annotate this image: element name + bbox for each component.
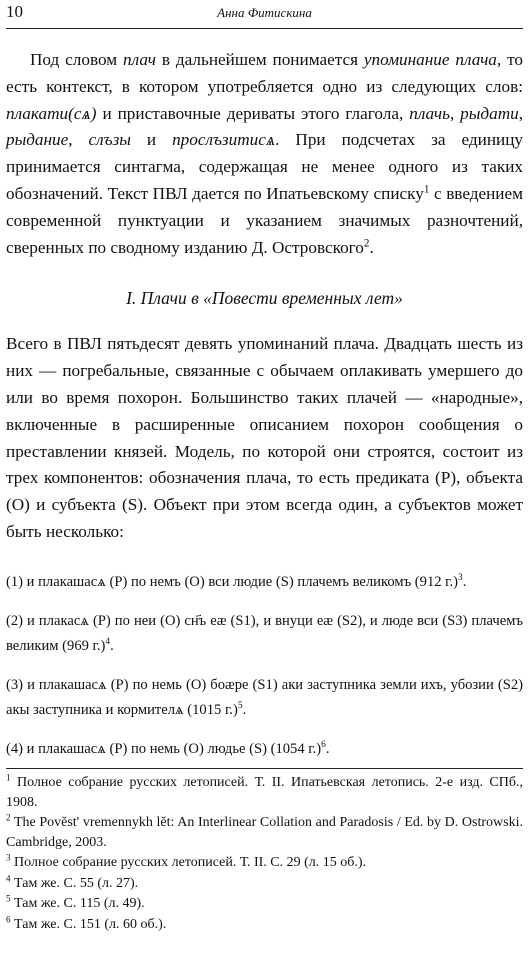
footnote-ref: 2: [363, 236, 370, 249]
text-run: Под словом: [30, 50, 124, 69]
footnote-ref: 6: [321, 739, 326, 750]
footnote-text: Там же. С. 115 (л. 49).: [14, 896, 145, 911]
footnote: [6, 773, 523, 812]
example-text: (2) и плакасѧ (P) по неи (O) сн҃ъ еæ (S1), и внуци еæ (S2), и люде вси (S3) плачемъ великим (969 г.): [6, 612, 523, 654]
footnote: [6, 894, 523, 914]
text-run: ,: [68, 130, 89, 150]
example-item: (3) и плакашасѧ (P) по немь (O) боæре (S1) аки заступника земли ихъ, убозии (S2) акы заступника и кормителѧ (1015 г.)$^5$.: [6, 676, 523, 718]
text-run: . При подсчетах за единицу принимается синтагма, содержащая не менее одного из таких обозначений. Текст ПВЛ дается по Ипатьевскому списку: [6, 130, 524, 203]
italic-term: плач: [123, 50, 156, 69]
text-run: и: [130, 130, 173, 150]
italic-term: слъзы: [88, 130, 131, 150]
text-run: в дальнейшем понимается: [155, 50, 364, 69]
example-item: (2) и плакасѧ (P) по неи (O) сн҃ъ еæ (S1), и внуци еæ (S2), и люде вси (S3) плачемъ великим (969 г.)$^4$.: [6, 612, 523, 654]
footnote: [6, 874, 523, 894]
footnote-number: 5: [6, 893, 11, 904]
italic-term: плакати(сѧ): [6, 103, 97, 123]
footnote-ref: 5: [237, 700, 243, 711]
text-run: , то есть контекст, в котором употребляется одно из следующих слов:: [6, 50, 523, 96]
footnotes-section: [6, 768, 523, 935]
footnote: [6, 853, 523, 873]
example-text: (1) и плакашасѧ (P) по немъ (O) вси людие (S) плачемъ великомъ (912 г.): [6, 573, 459, 590]
footnote: [6, 915, 523, 935]
italic-term: рыдание: [6, 130, 69, 150]
italic-term: прослъзитисѧ: [172, 130, 276, 150]
italic-term: рыдати: [460, 103, 519, 123]
example-item: (4) и плакашасѧ (P) по немь (O) людье (S) (1054 г.)$^6$.: [6, 739, 330, 757]
text-run: ,: [518, 103, 523, 123]
text-run: .: [369, 237, 374, 257]
footnote-number: 4: [6, 872, 11, 883]
footnote-number: 1: [6, 772, 11, 783]
examples-list: [6, 570, 523, 762]
section-heading: I. Плачи в «Повести временных лет»: [126, 288, 403, 309]
example-text: (4) и плакашасѧ (P) по немь (O) людье (S) (1054 г.): [6, 740, 322, 757]
footnote-number: 3: [6, 852, 11, 863]
italic-term: плачь: [409, 103, 450, 123]
footnote-number: 6: [6, 913, 11, 924]
text-run: и приставочные дериваты этого глагола,: [96, 103, 410, 123]
footnote-text: Там же. С. 151 (л. 60 об.).: [14, 916, 167, 932]
footnote: [6, 813, 523, 852]
footnote-text: Полное собрание русских летописей. Т. II. С. 29 (л. 15 об.).: [14, 855, 367, 870]
footnote-ref: 1: [423, 183, 430, 196]
italic-term: упоминание плача: [363, 50, 497, 69]
example-text: (3) и плакашасѧ (P) по немь (O) боæре (S1) аки заступника земли ихъ, убозии (S2) акы заступника и кормителѧ (1015 г.): [6, 676, 523, 718]
footnote-ref: 4: [105, 636, 111, 647]
page-number: 10: [6, 2, 23, 21]
text-run: с введением современной пунктуации и указанием значимых разночтений, сверенных по сводному изданию Д. Островского: [6, 183, 523, 257]
footnote-text: Там же. С. 55 (л. 27).: [14, 875, 139, 891]
text-run: ,: [449, 103, 461, 123]
page-header: [6, 0, 523, 29]
footnote-ref: 3: [458, 572, 463, 583]
footnote-text: Полное собрание русских летописей. Т. II. Ипатьевская летопись. 2-е изд. СПб., 1908.: [6, 775, 523, 810]
main-paragraph: Всего в ПВЛ пятьдесят девять упоминаний плача. Двадцать шесть из них — погребальные, связанные с обычаем оплакивать умершего до или во время похорон. Большинство таких плачей — «народные», включенные в расширенные описанием похорон сообщения о преставлении князей. Модель, по которой они строятся, состоит из трех компонентов: обозначения плача, то есть предиката (P), объекта (O) и субъекта (S). Объект при этом всегда один, а субъектов может быть несколько:: [6, 334, 523, 541]
footnote-number: 2: [6, 812, 11, 823]
running-head: Анна Фитискина: [217, 5, 312, 20]
example-item: (1) и плакашасѧ (P) по немъ (O) вси людие (S) плачемъ великомъ (912 г.)$^3$.: [6, 572, 467, 590]
intro-paragraph: [6, 47, 523, 261]
footnote-text: The Povĕst' vremennykh lĕt: An Interlinear Collation and Paradosis / Ed. by D. Ostrowski. Cambridge, 2003.: [6, 815, 523, 850]
